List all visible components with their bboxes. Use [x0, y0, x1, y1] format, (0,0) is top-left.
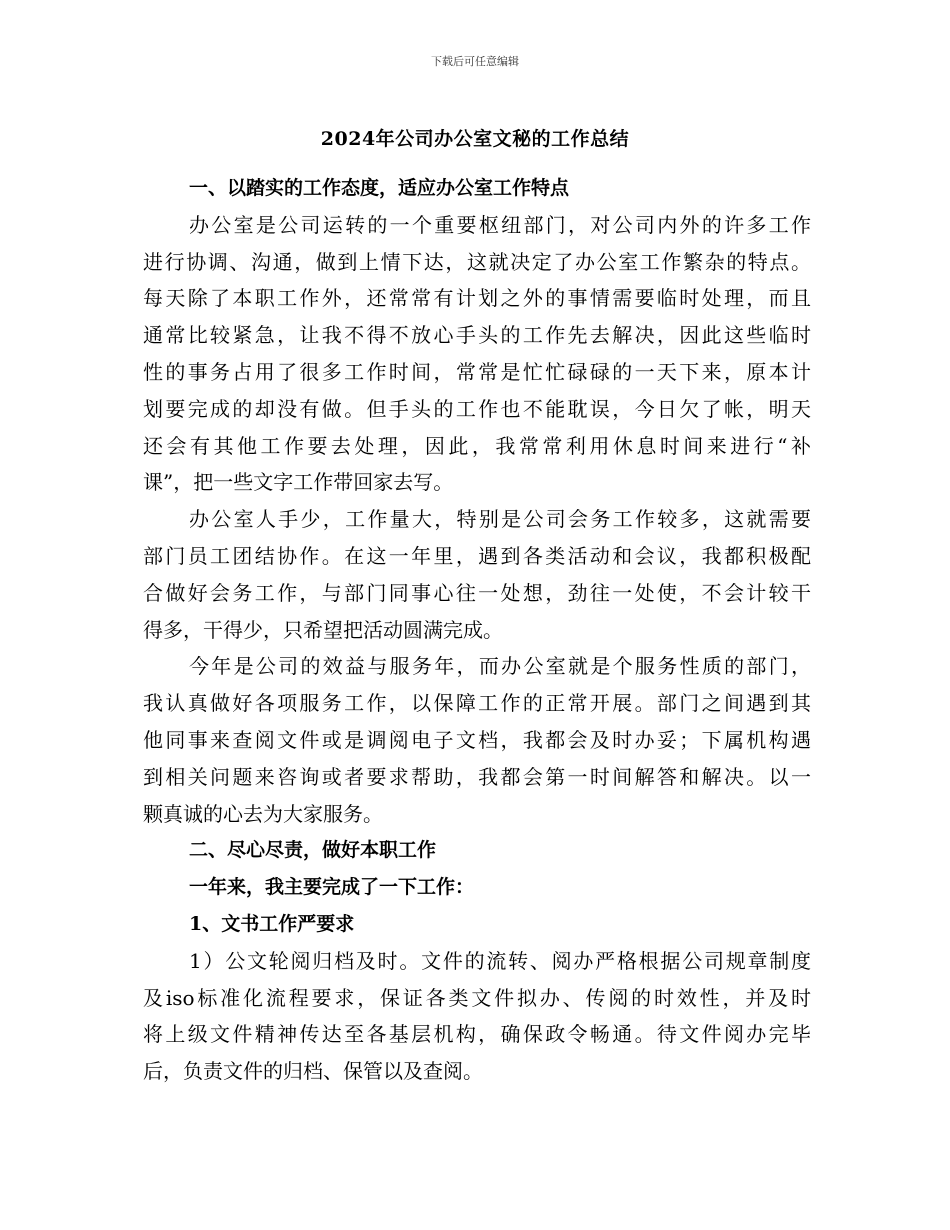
paragraph-line: 每天除了本职工作外，还常常有计划之外的事情需要临时处理，而且	[143, 286, 811, 311]
paragraph-document-circulation	[143, 943, 811, 1090]
section-subheading-work-summary: 一年来，我主要完成了一下工作：	[189, 876, 475, 899]
paragraph-service	[143, 648, 811, 832]
paragraph-line: 还会有其他工作要去处理，因此，我常常利用休息时间来进行“补	[143, 433, 811, 458]
page-header-note: 下载后可任意编辑	[431, 55, 519, 68]
paragraph-line: 及iso标准化流程要求，保证各类文件拟办、传阅的时效性，并及时	[143, 985, 811, 1010]
paragraph-line: 1）公文轮阅归档及时。文件的流转、阅办严格根据公司规章制度	[189, 948, 811, 973]
paragraph-line: 课”，把一些文字工作带回家去写。	[143, 470, 454, 495]
paragraph-line: 今年是公司的效益与服务年，而办公室就是个服务性质的部门，	[189, 654, 811, 679]
paragraph-line: 他同事来查阅文件或是调阅电子文档，我都会及时办妥；下属机构遇	[143, 727, 811, 752]
paragraph-line: 将上级文件精神传达至各基层机构，确保政令畅通。待文件阅办完毕	[143, 1022, 811, 1047]
paragraph-line: 到相关问题来咨询或者要求帮助，我都会第一时间解答和解决。以一	[143, 764, 811, 789]
paragraph-teamwork	[143, 501, 811, 648]
paragraph-line: 性的事务占用了很多工作时间，常常是忙忙碌碌的一天下来，原本计	[143, 359, 811, 384]
paragraph-line: 合做好会务工作，与部门同事心往一处想，劲往一处使，不会计较干	[143, 580, 811, 605]
document-title: 2024年公司办公室文秘的工作总结	[320, 128, 630, 150]
paragraph-office-characteristics	[143, 207, 811, 501]
section-heading-1: 一、以踏实的工作态度，适应办公室工作特点	[189, 177, 570, 199]
document-body	[143, 170, 811, 1090]
section-heading-2: 二、尽心尽责，做好本职工作	[189, 839, 437, 862]
paragraph-line: 我认真做好各项服务工作，以保障工作的正常开展。部门之间遇到其	[143, 691, 811, 716]
paragraph-line: 划要完成的却没有做。但手头的工作也不能耽误，今日欠了帐，明天	[143, 396, 811, 421]
section-subheading-document-work: 1、文书工作严要求	[189, 912, 355, 935]
paragraph-line: 后，负责文件的归档、保管以及查阅。	[143, 1059, 483, 1084]
paragraph-line: 得多，干得少，只希望把活动圆满完成。	[143, 617, 503, 642]
paragraph-line: 进行协调、沟通，做到上情下达，这就决定了办公室工作繁杂的特点。	[143, 249, 811, 274]
paragraph-line: 部门员工团结协作。在这一年里，遇到各类活动和会议，我都积极配	[143, 543, 811, 568]
paragraph-line: 办公室是公司运转的一个重要枢纽部门，对公司内外的许多工作	[189, 212, 811, 237]
paragraph-line: 办公室人手少，工作量大，特别是公司会务工作较多，这就需要	[189, 507, 811, 532]
paragraph-line: 颗真诚的心去为大家服务。	[143, 801, 383, 826]
paragraph-line: 通常比较紧急，让我不得不放心手头的工作先去解决，因此这些临时	[143, 323, 811, 348]
